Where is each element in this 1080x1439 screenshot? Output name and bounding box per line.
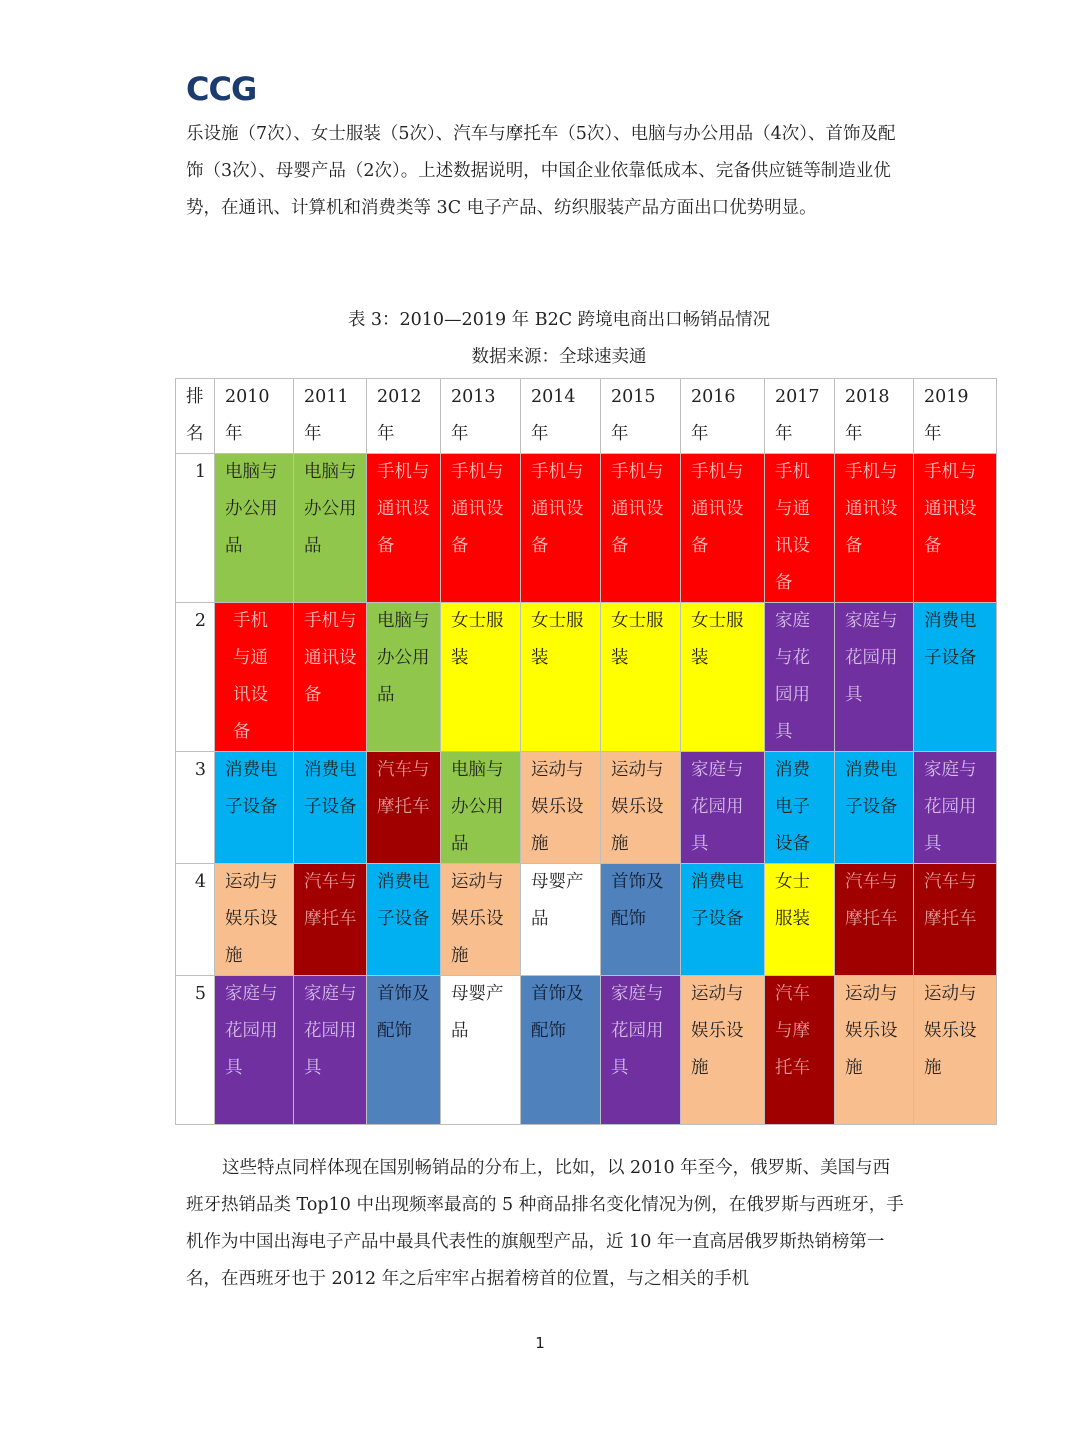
- table-source: 数据来源：全球速卖通: [471, 347, 647, 367]
- category-cell: 汽车与摩托车: [367, 752, 441, 864]
- category-cell: 手机与通讯设备: [367, 454, 441, 603]
- category-cell: 消费电子设备: [294, 752, 367, 864]
- category-cell: 汽车与摩托车: [914, 864, 997, 976]
- header-year: 2015 年: [601, 379, 681, 454]
- category-cell: 汽车与摩托车: [835, 864, 914, 976]
- category-cell: 运动与娱乐设施: [681, 976, 765, 1125]
- category-cell: 消费电子设备: [914, 603, 997, 752]
- rank-cell: 3: [176, 752, 215, 864]
- category-cell: 母婴产品: [441, 976, 521, 1125]
- table-header-row: [176, 379, 997, 454]
- category-cell: 首饰及配饰: [367, 976, 441, 1125]
- category-cell: 家庭与花园用具: [294, 976, 367, 1125]
- category-cell: 运动与娱乐设施: [835, 976, 914, 1125]
- category-cell: 消费电子设备: [835, 752, 914, 864]
- table-caption: 表 3：2010—2019 年 B2C 跨境电商出口畅销品情况: [347, 310, 771, 330]
- category-cell: 手机与通讯设备: [601, 454, 681, 603]
- header-year: 2012 年: [367, 379, 441, 454]
- category-cell: 女士服装: [601, 603, 681, 752]
- header-year: 2010 年: [215, 379, 294, 454]
- category-cell: 家庭与花园用具: [601, 976, 681, 1125]
- category-cell: 女士服装: [441, 603, 521, 752]
- category-cell: 手机与通讯设备: [835, 454, 914, 603]
- category-cell: 母婴产品: [521, 864, 601, 976]
- category-cell: 汽车与摩托车: [294, 864, 367, 976]
- category-cell: 消费电子设备: [215, 752, 294, 864]
- rank-cell: 5: [176, 976, 215, 1125]
- category-cell: 家庭与花园用具: [765, 603, 835, 752]
- header-year: 2011 年: [294, 379, 367, 454]
- category-cell: 手机与通讯设备: [215, 603, 294, 752]
- category-cell: 手机与通讯设备: [765, 454, 835, 603]
- category-cell: 电脑与办公用品: [215, 454, 294, 603]
- category-cell: 运动与娱乐设施: [215, 864, 294, 976]
- category-cell: 家庭与花园用具: [681, 752, 765, 864]
- header-year: 2018 年: [835, 379, 914, 454]
- category-cell: 消费电子设备: [681, 864, 765, 976]
- header-year: 2014 年: [521, 379, 601, 454]
- header-year: 2016 年: [681, 379, 765, 454]
- category-cell: 运动与娱乐设施: [914, 976, 997, 1125]
- rank-cell: 2: [176, 603, 215, 752]
- category-cell: 运动与娱乐设施: [521, 752, 601, 864]
- category-cell: 手机与通讯设备: [914, 454, 997, 603]
- rank-cell: 1: [176, 454, 215, 603]
- category-cell: 消费电子设备: [765, 752, 835, 864]
- category-cell: 家庭与花园用具: [835, 603, 914, 752]
- rank-cell: 4: [176, 864, 215, 976]
- bestseller-table: [175, 378, 997, 1125]
- category-cell: 首饰及配饰: [601, 864, 681, 976]
- category-cell: 家庭与花园用具: [215, 976, 294, 1125]
- category-cell: 电脑与办公用品: [294, 454, 367, 603]
- table-row: [176, 864, 997, 976]
- table-row: [176, 603, 997, 752]
- category-cell: 女士服装: [765, 864, 835, 976]
- body-paragraph: 这些特点同样体现在国别畅销品的分布上，比如，以 2010 年至今，俄罗斯、美国与西班牙热销品类 Top10 中出现频率最高的 5 种商品排名变化情况为例，在俄罗斯与西班牙，手机作为中国出海电子产品中最具代表性的旗舰型产品，近 10 年一直高居俄罗斯热销榜第一名，在西班牙也于 2012 年之后牢牢占据着榜首的位置，与之相关的手机: [186, 1158, 904, 1289]
- category-cell: 消费电子设备: [367, 864, 441, 976]
- category-cell: 手机与通讯设备: [521, 454, 601, 603]
- page-number: 1: [535, 1334, 545, 1352]
- category-cell: 女士服装: [521, 603, 601, 752]
- header-rank: 排名: [176, 379, 215, 454]
- table-row: [176, 454, 997, 603]
- category-cell: 家庭与花园用具: [914, 752, 997, 864]
- category-cell: 手机与通讯设备: [681, 454, 765, 603]
- header-year: 2017 年: [765, 379, 835, 454]
- category-cell: 电脑与办公用品: [441, 752, 521, 864]
- intro-paragraph: 乐设施（7次）、女士服装（5次）、汽车与摩托车（5次）、电脑与办公用品（4次）、首饰及配饰（3次）、母婴产品（2次）。上述数据说明，中国企业依靠低成本、完备供应链等制造业优势，在通讯、计算机和消费类等 3C 电子产品、纺织服装产品方面出口优势明显。: [186, 124, 896, 218]
- header-year: 2013 年: [441, 379, 521, 454]
- table-row: [176, 976, 997, 1125]
- category-cell: 手机与通讯设备: [441, 454, 521, 603]
- category-cell: 运动与娱乐设施: [441, 864, 521, 976]
- table-row: [176, 752, 997, 864]
- ccg-logo: CCG: [186, 70, 257, 108]
- category-cell: 女士服装: [681, 603, 765, 752]
- category-cell: 运动与娱乐设施: [601, 752, 681, 864]
- category-cell: 汽车与摩托车: [765, 976, 835, 1125]
- category-cell: 手机与通讯设备: [294, 603, 367, 752]
- category-cell: 首饰及配饰: [521, 976, 601, 1125]
- header-year: 2019 年: [914, 379, 997, 454]
- category-cell: 电脑与办公用品: [367, 603, 441, 752]
